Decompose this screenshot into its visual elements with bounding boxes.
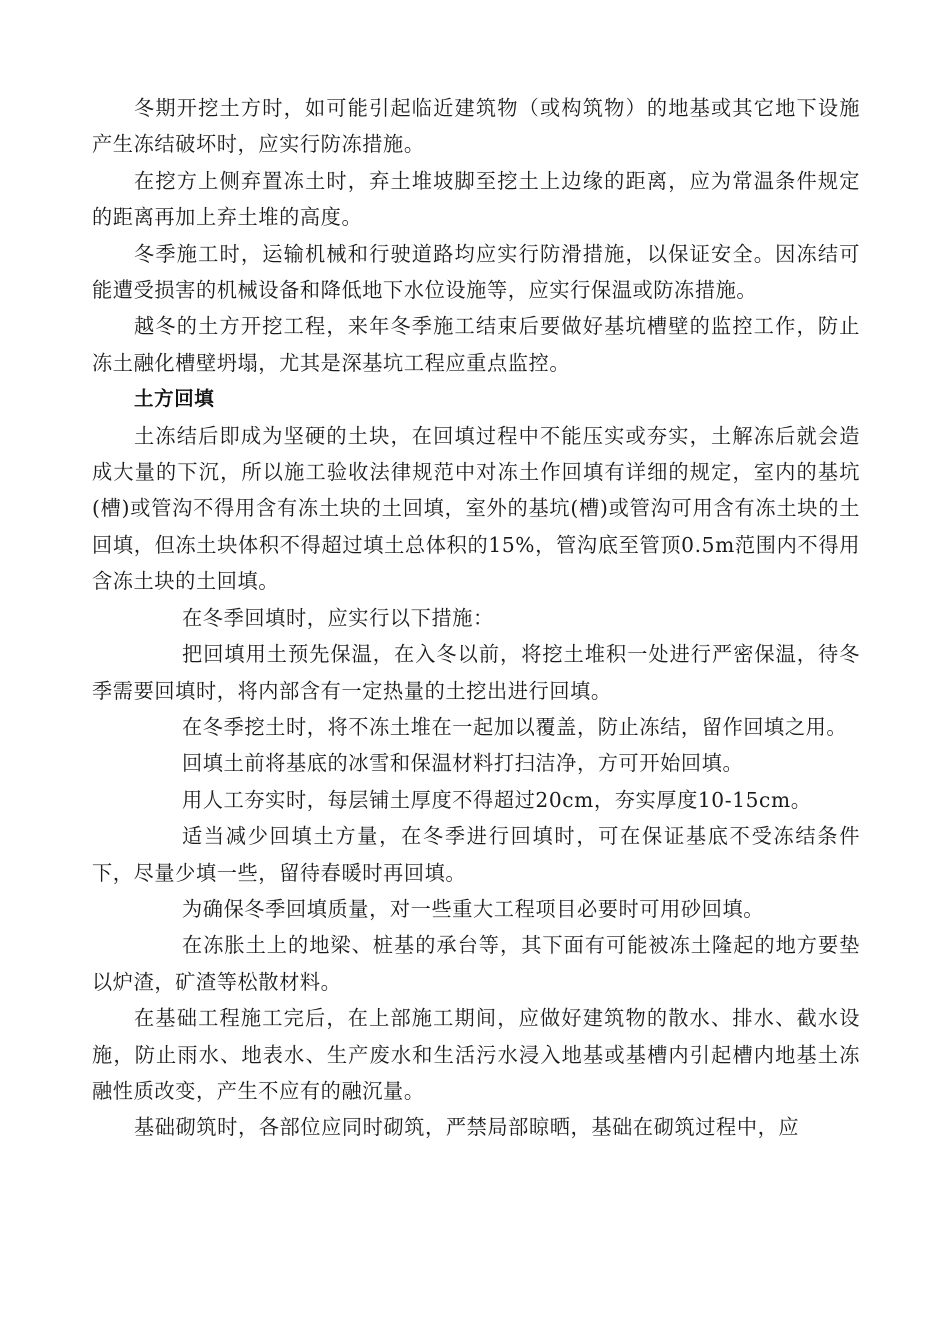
paragraph-backfill-rules: 土冻结后即成为坚硬的土块，在回填过程中不能压实或夯实，土解冻后就会造成大量的下沉，所以施工验收法律规范中对冻土作回填有详细的规定，室内的基坑(槽)或管沟不得用含有冻土块的土回填，室外的基坑(槽)或管沟可用含有冻土块的土回填，但冻土块体积不得超过填土总体积的15%，管沟底至管顶0.5m范围内不得用含冻土块的土回填。 — [92, 423, 860, 594]
measure-item: 用人工夯实时，每层铺土厚度不得超过20cm，夯实厚度10-15cm。 — [182, 787, 812, 812]
paragraph-overwinter-monitoring: 越冬的土方开挖工程，来年冬季施工结束后要做好基坑槽壁的监控工作，防止冻土融化槽壁坍塌，尤其是深基坑工程应重点监控。 — [92, 314, 860, 375]
section-heading-backfill: 土方回填 — [134, 387, 215, 411]
paragraph-drainage: 在基础工程施工完后，在上部施工期间，应做好建筑物的散水、排水、截水设施，防止雨水、地表水、生产废水和生活污水浸入地基或基槽内引起槽内地基土冻融性质改变，产生不应有的融沉量。 — [92, 1006, 860, 1103]
paragraph-frozen-excavation: 冬期开挖土方时，如可能引起临近建筑物（或构筑物）的地基或其它地下设施产生冻结破坏时，应实行防冻措施。 — [92, 96, 860, 157]
measure-item: 适当减少回填土方量，在冬季进行回填时，可在保证基底不受冻结条件下，尽量少填一些，留待春暖时再回填。 — [92, 824, 860, 885]
paragraph-spoil-distance: 在挖方上侧弃置冻土时，弃土堆坡脚至挖土上边缘的距离，应为常温条件规定的距离再加上弃土堆的高度。 — [92, 168, 860, 230]
measure-item: 在冻胀土上的地梁、桩基的承台等，其下面有可能被冻土隆起的地方要垫以炉渣，矿渣等松散材料。 — [92, 933, 860, 994]
paragraph-anti-slip: 冬季施工时，运输机械和行驶道路均应实行防滑措施，以保证安全。因冻结可能遭受损害的机械设备和降低地下水位设施等，应实行保温或防冻措施。 — [92, 241, 860, 303]
measures-intro: 在冬季回填时，应实行以下措施： — [182, 605, 494, 630]
measure-item: 在冬季挖土时，将不冻土堆在一起加以覆盖，防止冻结，留作回填之用。 — [182, 714, 848, 739]
document-body — [92, 90, 860, 1146]
paragraph-masonry: 基础砌筑时，各部位应同时砌筑，严禁局部晾晒，基础在砌筑过程中，应 — [134, 1115, 800, 1140]
measure-item: 为确保冬季回填质量，对一些重大工程项目必要时可用砂回填。 — [182, 896, 765, 921]
measure-item: 回填土前将基底的冰雪和保温材料打扫洁净，方可开始回填。 — [182, 751, 744, 776]
measure-item: 把回填用土预先保温，在入冬以前，将挖土堆积一处进行严密保温，待冬季需要回填时，将内部含有一定热量的土挖出进行回填。 — [92, 642, 860, 703]
